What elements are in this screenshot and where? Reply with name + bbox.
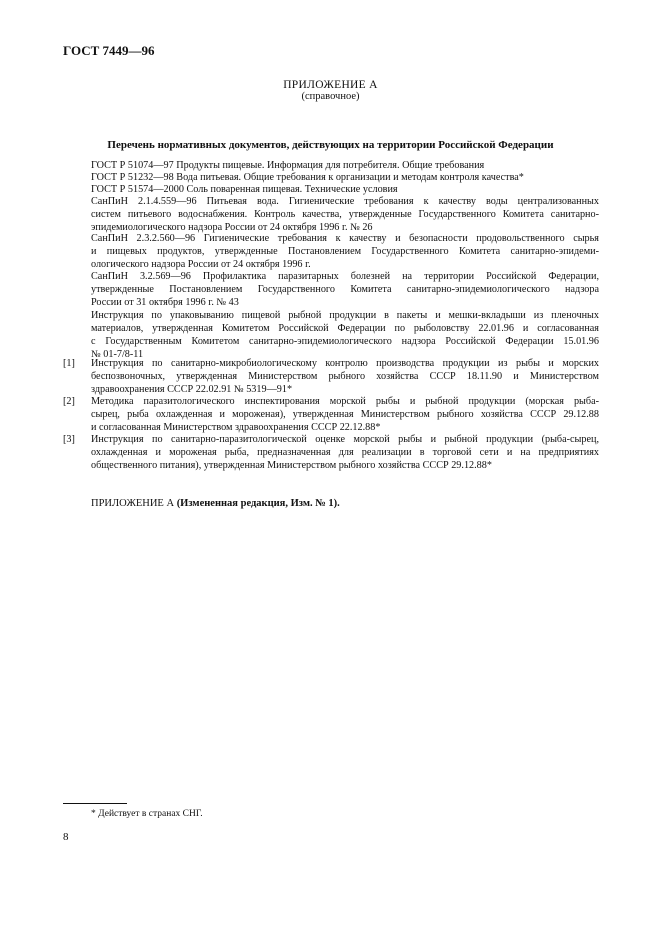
document-entry	[91, 233, 599, 272]
document-line: Методика паразитологического инспектирования морской рыбы и рыбной продукции (морская рыба-	[91, 396, 599, 407]
document-line: с Государственным Комитетом санитарно-эпидемиологического надзора Российской Федерации 15.01.96	[91, 335, 599, 347]
document-entry	[91, 358, 599, 397]
reference-marker: [3]	[63, 434, 75, 445]
footnote: * Действует в странах СНГ.	[91, 809, 203, 819]
document-line: ГОСТ Р 51232—98 Вода питьевая. Общие требования к организации и методам контроля качества*	[91, 172, 524, 183]
appendix-title: ПРИЛОЖЕНИЕ А	[283, 79, 378, 91]
document-line: материалов, утвержденная Комитетом Российской Федерации по рыболовству 22.01.96 и согласованная	[91, 322, 599, 334]
document-line: СанПиН 3.2.569—96 Профилактика паразитарных болезней на территории Российской Федерации,	[91, 271, 599, 282]
document-line: общественного питания), утвержденная Министерством рыбного хозяйства СССР 29.12.88*	[91, 459, 492, 471]
document-line: ГОСТ Р 51574—2000 Соль поваренная пищевая. Технические условия	[91, 184, 398, 195]
document-line: Инструкция по санитарно-микробиологическому контролю производства продукции из рыбы и морских	[91, 358, 599, 369]
document-line: России от 31 октября 1996 г. № 43	[91, 296, 239, 308]
reference-marker: [2]	[63, 396, 75, 407]
document-line: беспозвоночных, утвержденная Министерством рыбного хозяйства СССР 18.11.90 и Министерством	[91, 370, 599, 382]
document-line: № 01-7/8-11	[91, 348, 144, 360]
document-line: охлажденная и мороженая рыба, предназначенная для реализации в торговой сети и на предприятиях	[91, 446, 599, 458]
appendix-subtitle: (справочное)	[301, 91, 360, 102]
reference-marker: [1]	[63, 358, 75, 369]
footnote-divider	[63, 803, 127, 804]
document-line: СанПиН 2.1.4.559—96 Питьевая вода. Гигиенические требования к качеству воды централизованных	[91, 196, 599, 207]
page-number: 8	[63, 831, 69, 843]
document-line: здравоохранения СССР 22.02.91 № 5319—91*	[91, 383, 293, 395]
document-entry	[91, 196, 599, 235]
document-line: Инструкция по санитарно-паразитологической оценке морской рыбы и рыбной продукции (рыба-сырец,	[91, 434, 599, 445]
change-note	[91, 498, 340, 509]
document-entry	[91, 172, 599, 185]
document-entry	[91, 396, 599, 435]
document-line: и согласованная Министерством здравоохранения СССР 22.12.88*	[91, 421, 381, 433]
document-line: ГОСТ Р 51074—97 Продукты пищевые. Информация для потребителя. Общие требования	[91, 160, 485, 171]
document-line: сырец, рыба охлажденная и мороженая), утвержденная Министерством рыбного хозяйства СССР 29.12.88	[91, 408, 599, 420]
document-entry	[91, 160, 599, 173]
document-entry	[91, 184, 599, 197]
document-entry	[91, 310, 599, 362]
document-entry	[91, 434, 599, 473]
document-line: ологического надзора России от 24 октября 1996 г.	[91, 258, 311, 270]
change-note-text: (Измененная редакция, Изм. № 1).	[176, 498, 340, 509]
document-code: ГОСТ 7449—96	[63, 43, 155, 58]
document-line: систем питьевого водоснабжения. Контроль качества, утвержденные Государственного Комитета санитарно-эпидемиологического надзора России от 24 октября 1996 г. № 26	[91, 208, 599, 233]
document-line: утвержденные Постановлением Государственного Комитета санитарно-эпидемиологического надзора	[91, 283, 599, 295]
list-title: Перечень нормативных документов, действующих на территории Российской Федерации	[107, 139, 554, 151]
change-note-prefix: ПРИЛОЖЕНИЕ А	[91, 498, 175, 509]
document-line: и пищевых продуктов, утвержденные Постановлением Государственного Комитета санитарно-эпидеми-	[91, 245, 599, 257]
document-line: СанПиН 2.3.2.560—96 Гигиенические требования к качеству и безопасности продовольственного сырья	[91, 233, 599, 244]
document-line: Инструкция по упаковыванию пищевой рыбной продукции в пакеты и мешки-вкладыши из пленочных	[91, 310, 599, 321]
document-entry	[91, 271, 599, 310]
